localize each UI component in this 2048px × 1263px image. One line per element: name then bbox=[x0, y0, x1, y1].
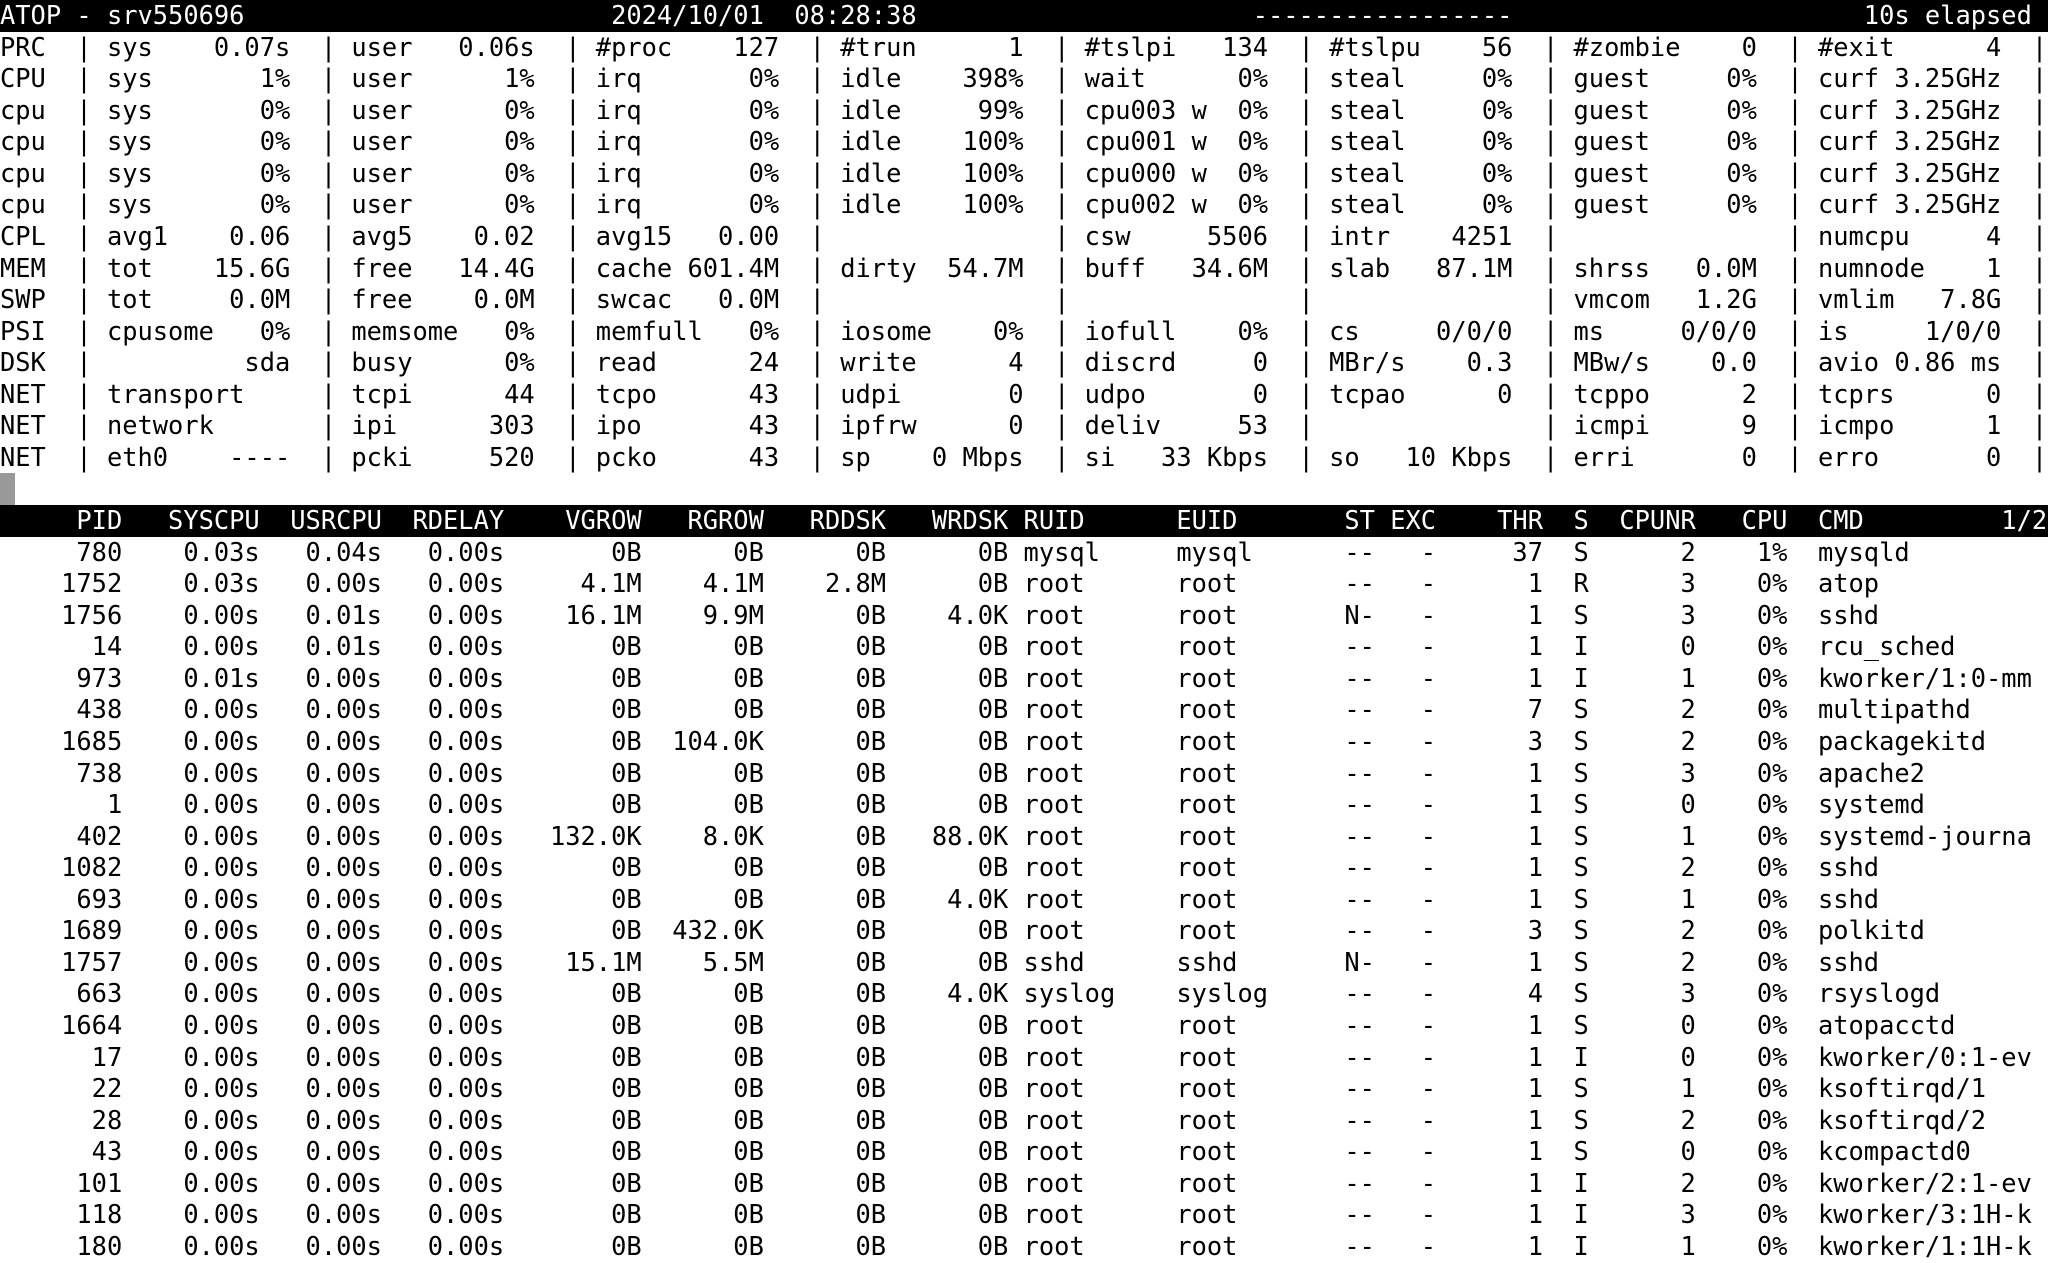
process-row-1685: 1685 0.00s 0.00s 0.00s 0B 104.0K 0B 0B root root -- - 3 S 2 0% packagekitd bbox=[0, 725, 2048, 756]
panel-line-cpu-4: cpu | sys 0% | user 0% | irq 0% | idle 100% | cpu000 w 0% | steal 0% | guest 0% | curf 3.25GHz | bbox=[0, 157, 2048, 188]
panel-line-net-12: NET | network | ipi 303 | ipo 43 | ipfrw 0 | deliv 53 | | icmpi 9 | icmpo 1 | bbox=[0, 410, 2048, 441]
process-row-973: 973 0.01s 0.00s 0.00s 0B 0B 0B 0B root root -- - 1 I 1 0% kworker/1:0-mm bbox=[0, 662, 2048, 693]
process-row-663: 663 0.00s 0.00s 0.00s 0B 0B 0B 4.0K syslog syslog -- - 4 S 3 0% rsyslogd bbox=[0, 978, 2048, 1009]
title-separator: ----------------- bbox=[1252, 0, 1513, 30]
panel-line-cpl-6: CPL | avg1 0.06 | avg5 0.02 | avg15 0.00 | | csw 5506 | intr 4251 | | numcpu 4 | bbox=[0, 220, 2048, 251]
process-row-1: 1 0.00s 0.00s 0.00s 0B 0B 0B 0B root root -- - 1 S 0 0% systemd bbox=[0, 789, 2048, 820]
process-row-180: 180 0.00s 0.00s 0.00s 0B 0B 0B 0B root root -- - 1 I 1 0% kworker/1:1H-k bbox=[0, 1230, 2048, 1261]
panel-line-cpu-5: cpu | sys 0% | user 0% | irq 0% | idle 100% | cpu002 w 0% | steal 0% | guest 0% | curf 3.25GHz | bbox=[0, 189, 2048, 220]
panel-line-cpu-2: cpu | sys 0% | user 0% | irq 0% | idle 99% | cpu003 w 0% | steal 0% | guest 0% | curf 3.25GHz | bbox=[0, 94, 2048, 125]
process-row-780: 780 0.03s 0.04s 0.00s 0B 0B 0B 0B mysql mysql -- - 37 S 2 1% mysqld bbox=[0, 536, 2048, 567]
panel-line-net-13: NET | eth0 ---- | pcki 520 | pcko 43 | sp 0 Mbps | si 33 Kbps | so 10 Kbps | erri 0 | erro 0 | bbox=[0, 441, 2048, 472]
process-row-101: 101 0.00s 0.00s 0.00s 0B 0B 0B 0B root root -- - 1 I 2 0% kworker/2:1-ev bbox=[0, 1167, 2048, 1198]
process-row-1757: 1757 0.00s 0.00s 0.00s 15.1M 5.5M 0B 0B sshd sshd N- - 1 S 2 0% sshd bbox=[0, 946, 2048, 977]
process-row-118: 118 0.00s 0.00s 0.00s 0B 0B 0B 0B root root -- - 1 I 3 0% kworker/3:1H-k bbox=[0, 1199, 2048, 1230]
process-table-header: PID SYSCPU USRCPU RDELAY VGROW RGROW RDDSK WRDSK RUID EUID ST EXC THR S CPUNR CPU CMD 1/2 bbox=[0, 505, 2048, 535]
window-title: ATOP - srv550696 bbox=[0, 0, 245, 30]
panel-line-dsk-10: DSK | sda | busy 0% | read 24 | write 4 | discrd 0 | MBr/s 0.3 | MBw/s 0.0 | avio 0.86 ms | bbox=[0, 347, 2048, 378]
process-row-14: 14 0.00s 0.01s 0.00s 0B 0B 0B 0B root root -- - 1 I 0 0% rcu_sched bbox=[0, 631, 2048, 662]
sample-datetime: 2024/10/01 08:28:38 bbox=[611, 0, 917, 30]
panel-line-psi-9: PSI | cpusome 0% | memsome 0% | memfull 0% | iosome 0% | iofull 0% | cs 0/0/0 | ms 0/0/0 | is 1/0/0 | bbox=[0, 315, 2048, 346]
panel-line-cpu-3: cpu | sys 0% | user 0% | irq 0% | idle 100% | cpu001 w 0% | steal 0% | guest 0% | curf 3.25GHz | bbox=[0, 126, 2048, 157]
process-row-1756: 1756 0.00s 0.01s 0.00s 16.1M 9.9M 0B 4.0K root root N- - 1 S 3 0% sshd bbox=[0, 599, 2048, 630]
process-row-402: 402 0.00s 0.00s 0.00s 132.0K 8.0K 0B 88.0K root root -- - 1 S 1 0% systemd-journa bbox=[0, 820, 2048, 851]
terminal-title-bar bbox=[0, 0, 2048, 32]
process-row-43: 43 0.00s 0.00s 0.00s 0B 0B 0B 0B root root -- - 1 S 0 0% kcompactd0 bbox=[0, 1136, 2048, 1167]
process-row-22: 22 0.00s 0.00s 0.00s 0B 0B 0B 0B root root -- - 1 S 1 0% ksoftirqd/1 bbox=[0, 1073, 2048, 1104]
process-row-1752: 1752 0.03s 0.00s 0.00s 4.1M 4.1M 2.8M 0B root root -- - 1 R 3 0% atop bbox=[0, 568, 2048, 599]
panel-line-net-11: NET | transport | tcpi 44 | tcpo 43 | udpi 0 | udpo 0 | tcpao 0 | tcppo 2 | tcprs 0 | bbox=[0, 378, 2048, 409]
process-row-438: 438 0.00s 0.00s 0.00s 0B 0B 0B 0B root root -- - 7 S 2 0% multipathd bbox=[0, 694, 2048, 725]
process-row-693: 693 0.00s 0.00s 0.00s 0B 0B 0B 4.0K root root -- - 1 S 1 0% sshd bbox=[0, 883, 2048, 914]
system-panels bbox=[0, 32, 2048, 474]
process-row-17: 17 0.00s 0.00s 0.00s 0B 0B 0B 0B root root -- - 1 I 0 0% kworker/0:1-ev bbox=[0, 1041, 2048, 1072]
process-table bbox=[0, 505, 2048, 1263]
panel-line-swp-8: SWP | tot 0.0M | free 0.0M | swcac 0.0M | | | | vmcom 1.2G | vmlim 7.8G | bbox=[0, 284, 2048, 315]
terminal-cursor bbox=[0, 473, 15, 505]
process-row-1689: 1689 0.00s 0.00s 0.00s 0B 432.0K 0B 0B root root -- - 3 S 2 0% polkitd bbox=[0, 915, 2048, 946]
process-row-1082: 1082 0.00s 0.00s 0.00s 0B 0B 0B 0B root root -- - 1 S 2 0% sshd bbox=[0, 852, 2048, 883]
elapsed-interval: 10s elapsed bbox=[1863, 0, 2032, 30]
panel-line-mem-7: MEM | tot 15.6G | free 14.4G | cache 601.4M | dirty 54.7M | buff 34.6M | slab 87.1M | shrss 0.0M | numnode 1 | bbox=[0, 252, 2048, 283]
panel-line-cpu-1: CPU | sys 1% | user 1% | irq 0% | idle 398% | wait 0% | steal 0% | guest 0% | curf 3.25GHz | bbox=[0, 63, 2048, 94]
process-row-28: 28 0.00s 0.00s 0.00s 0B 0B 0B 0B root root -- - 1 S 2 0% ksoftirqd/2 bbox=[0, 1104, 2048, 1135]
process-row-1664: 1664 0.00s 0.00s 0.00s 0B 0B 0B 0B root root -- - 1 S 0 0% atopacctd bbox=[0, 1010, 2048, 1040]
process-row-738: 738 0.00s 0.00s 0.00s 0B 0B 0B 0B root root -- - 1 S 3 0% apache2 bbox=[0, 757, 2048, 788]
cursor-line bbox=[0, 473, 2048, 505]
panel-line-prc-0: PRC | sys 0.07s | user 0.06s | #proc 127 | #trun 1 | #tslpi 134 | #tslpu 56 | #zombie 0 | #exit 4 | bbox=[0, 31, 2048, 62]
